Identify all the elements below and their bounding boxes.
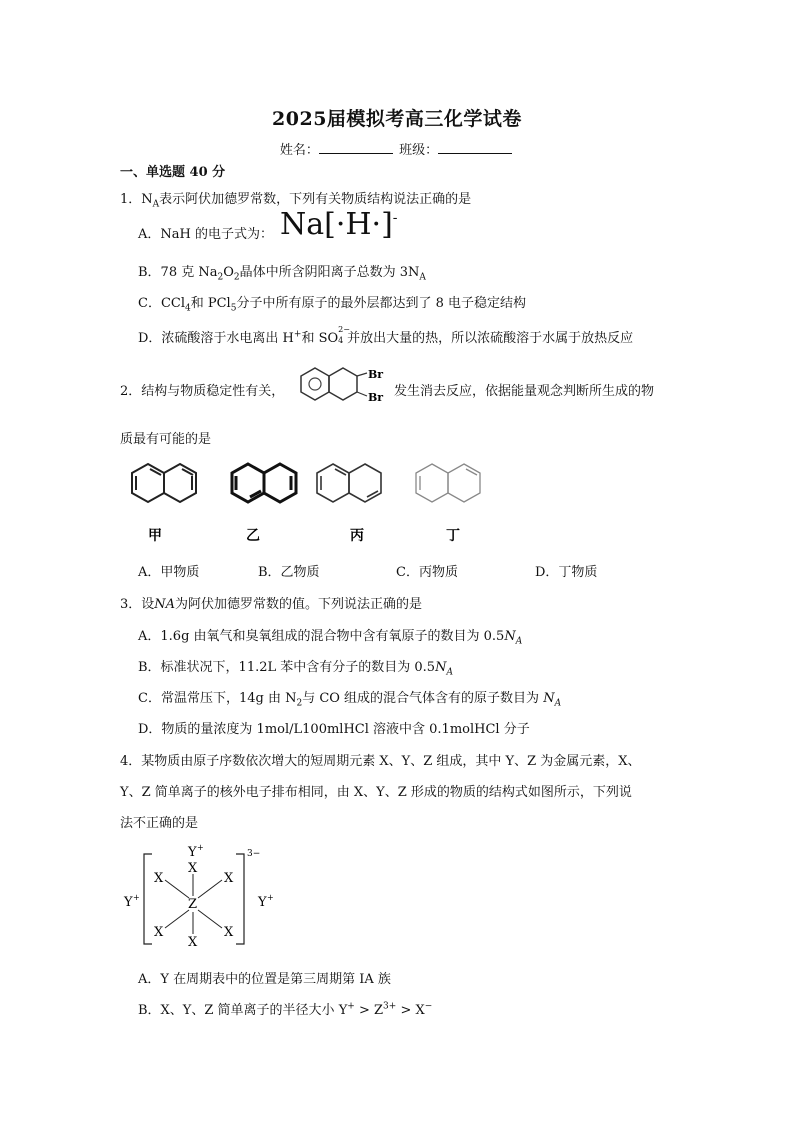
q4-b-pre: B．X、Y、Z 简单离子的半径大小 Y xyxy=(138,1003,348,1018)
name-blank[interactable] xyxy=(319,141,393,154)
q3-option-b xyxy=(138,656,453,678)
q1-b-pre: B．78 克 Na xyxy=(138,265,218,280)
name-class-line xyxy=(0,139,794,158)
q1-number: 1． xyxy=(120,192,142,207)
q3-a-n: N xyxy=(504,629,516,644)
q4-b-gt2: > X xyxy=(396,1003,425,1018)
atom-x-upper-right: X xyxy=(224,871,234,886)
q4-option-b xyxy=(138,999,432,1018)
q1-b-sub1: 2 xyxy=(217,272,224,283)
q4-b-sup3: − xyxy=(424,1001,433,1012)
so4-sub: 4 xyxy=(338,336,344,345)
atom-x-top: X xyxy=(188,861,198,876)
q4-stem-2: Y、Z 简单离子的核外电子排布相同，由 X、Y、Z 形成的物质的结构式如图所示，下列说 xyxy=(120,785,632,800)
q3-c-pre: C．常温常压下，14g 由 N xyxy=(138,691,297,706)
name-label: 姓名： xyxy=(279,143,319,158)
q2-stem-1: 2．结构与物质稳定性有关， xyxy=(120,384,285,399)
complex-charge: 3− xyxy=(247,849,261,859)
q1-option-c xyxy=(138,292,526,314)
q4-stem-3: 法不正确的是 xyxy=(120,816,199,831)
q1-option-a: A．NaH 的电子式为： xyxy=(138,227,273,242)
q3-a-a: A xyxy=(515,636,523,647)
label-yi: 乙 xyxy=(246,528,260,544)
class-label: 班级： xyxy=(399,143,439,158)
label-bing: 丙 xyxy=(350,528,364,544)
q1-nah-formula xyxy=(280,207,398,242)
q3-option-a xyxy=(138,625,522,647)
q4-structure-formula xyxy=(118,840,288,952)
q4-option-a: A．Y 在周期表中的位置是第三周期第 IA 族 xyxy=(138,972,391,987)
so4-script xyxy=(338,325,350,345)
q3-rest: 为阿伏加德罗常数的值。下列说法正确的是 xyxy=(175,597,423,612)
q4-stem-1: 4．某物质由原子序数依次增大的短周期元素 X、Y、Z 组成，其中 Y、Z 为金属元素，X、 xyxy=(120,754,641,769)
atom-x-bottom: X xyxy=(188,935,198,950)
q1-c-mid: 和 PCl xyxy=(190,296,231,311)
q4-b-sup2: 3+ xyxy=(383,1001,397,1012)
label-jia: 甲 xyxy=(148,528,162,544)
q3-c-mid: 与 CO 组成的混合气体含有的原子数目为 xyxy=(302,691,540,706)
q4-b-sup1: + xyxy=(347,1001,355,1012)
atom-y-top: Y xyxy=(188,845,197,860)
q1-c-sub5: 5 xyxy=(230,303,237,314)
q1-b-mid: 晶体中所含阴阳离子总数为 3N xyxy=(239,265,420,280)
q1-c-pre: C．CCl xyxy=(138,296,185,311)
q3-b-pre: B．标准状况下，11.2L 苯中含有分子的数目为 0.5 xyxy=(138,660,436,675)
q3-pre: 3．设 xyxy=(120,597,155,612)
q2-option-a: A．甲物质 xyxy=(138,565,200,580)
q3-na: NA xyxy=(154,597,176,612)
q1-b-sub2: 2 xyxy=(233,272,240,283)
q1-option-d xyxy=(138,327,633,346)
charge-y-left: + xyxy=(133,893,140,902)
q2-stem-2: 发生消去反应，依据能量观念判断所生成的物 xyxy=(394,384,655,399)
atom-x-upper-left: X xyxy=(154,871,164,886)
br-label-1: Br xyxy=(368,368,384,381)
q1-stem-text: 表示阿伏加德罗常数，下列有关物质结构说法正确的是 xyxy=(159,192,472,207)
q2-option-b: B．乙物质 xyxy=(258,565,320,580)
atom-z-center: Z xyxy=(188,897,198,912)
left-bracket xyxy=(144,854,152,944)
q4-b-gt1: > Z xyxy=(354,1003,384,1018)
q3-c-sub: 2 xyxy=(296,698,303,709)
class-blank[interactable] xyxy=(438,141,512,154)
structure-ding xyxy=(416,464,480,502)
q1-c-rest: 分子中所有原子的最外层都达到了 8 电子稳定结构 xyxy=(236,296,526,311)
so4-charge: 2− xyxy=(338,325,350,334)
q1-A: A xyxy=(152,199,160,210)
page-title: 2025届模拟考高三化学试卷 xyxy=(272,108,522,130)
q1-N: N xyxy=(141,192,153,207)
section-heading: 一、单选题 40 分 xyxy=(120,165,226,180)
atom-x-lower-right: X xyxy=(224,925,234,940)
structure-bing xyxy=(317,464,381,502)
q1-d-plus: + xyxy=(293,329,302,340)
nah-formula-text: Na[·H·] xyxy=(280,207,393,242)
q2-option-c: C．丙物质 xyxy=(396,565,458,580)
q1-b-sub-a: A xyxy=(419,272,426,283)
q1-d-pre: D．浓硫酸溶于水电离出 H xyxy=(138,331,294,346)
right-bracket xyxy=(236,854,244,944)
q3-c-a: A xyxy=(554,698,562,709)
label-ding: 丁 xyxy=(446,528,460,544)
q1-c-sub4: 4 xyxy=(185,303,191,314)
br-label-2: Br xyxy=(368,391,384,404)
q1-b-o: O xyxy=(223,265,234,280)
q3-b-a: A xyxy=(446,667,453,678)
q1-d-mid: 和 SO xyxy=(301,331,339,346)
atom-y-left: Y xyxy=(124,895,133,910)
structure-yi xyxy=(232,464,296,502)
q1-d-rest: 并放出大量的热，所以浓硫酸溶于水属于放热反应 xyxy=(347,331,634,346)
q3-option-d: D．物质的量浓度为 1mol/L100mlHCl 溶液中含 0.1molHCl 分子 xyxy=(138,722,530,737)
q1-option-b xyxy=(138,261,426,283)
q3-c-n: N xyxy=(543,691,555,706)
q3-a-pre: A．1.6g 由氧气和臭氧组成的混合物中含有氧原子的数目为 0.5 xyxy=(138,629,505,644)
charge-y-top: + xyxy=(197,843,204,852)
atom-y-right: Y xyxy=(258,895,267,910)
structure-jia xyxy=(132,464,196,502)
q2-structures xyxy=(118,456,498,548)
atom-x-lower-left: X xyxy=(154,925,164,940)
q2-stem-3: 质最有可能的是 xyxy=(120,432,212,447)
q3-b-n: N xyxy=(435,660,447,675)
q3-stem xyxy=(120,593,422,612)
dibromo-structure-image xyxy=(296,358,392,410)
charge-y-right: + xyxy=(267,893,274,902)
q2-option-d: D．丁物质 xyxy=(535,565,598,580)
nah-charge: - xyxy=(392,209,398,226)
q3-option-c xyxy=(138,687,561,709)
